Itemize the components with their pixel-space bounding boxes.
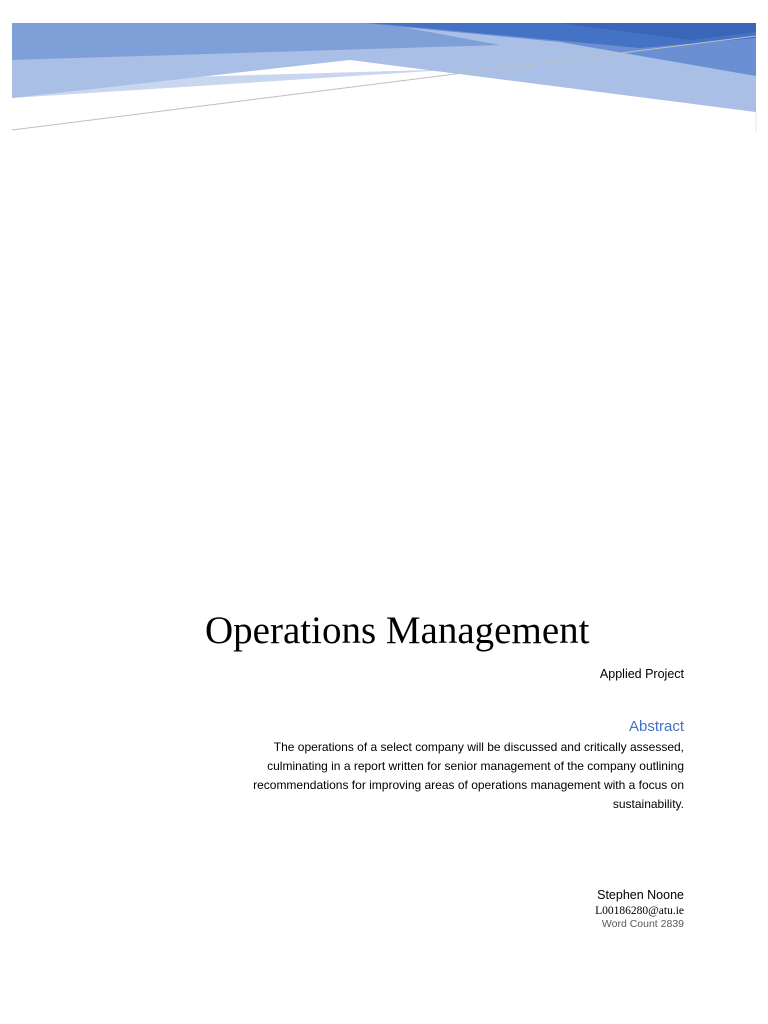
abstract-line: The operations of a select company will be discussed and critically assessed, <box>273 740 684 754</box>
document-title: Operations Management <box>205 609 590 652</box>
author-email: L00186280@atu.ie <box>595 905 684 917</box>
word-count: Word Count 2839 <box>601 918 684 930</box>
abstract-heading: Abstract <box>628 718 684 735</box>
author-name: Stephen Noone <box>597 888 684 902</box>
document-subtitle: Applied Project <box>599 667 684 681</box>
abstract-line: culminating in a report written for senior management of the company outlining <box>267 759 684 773</box>
abstract-line: sustainability. <box>612 797 684 811</box>
abstract-text <box>184 738 684 814</box>
abstract-line: recommendations for improving areas of operations management with a focus on <box>253 778 684 792</box>
header-banner-graphic <box>0 0 768 140</box>
